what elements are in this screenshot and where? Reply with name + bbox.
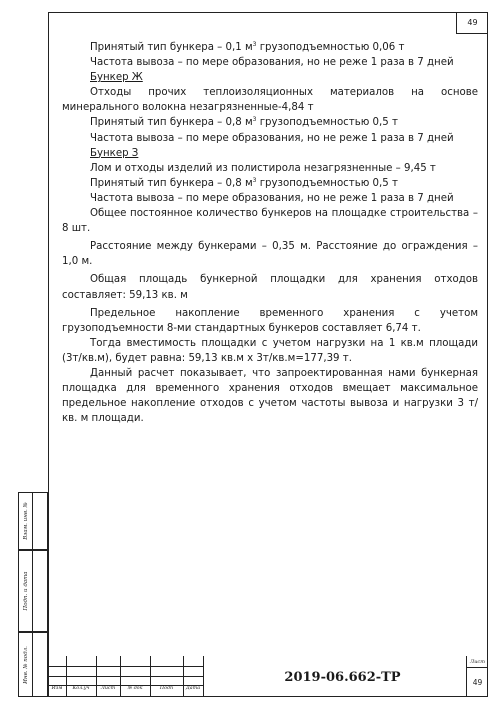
revision-grid	[48, 656, 203, 697]
paragraph: Отходы прочих теплоизоляционных материалов на основе минерального волокна незагрязненные-4,84 т	[62, 87, 478, 114]
hdr-ndoc: № док	[127, 686, 143, 691]
hdr-izm: Изм	[51, 686, 63, 691]
hdr-list: Лист	[100, 686, 116, 691]
paragraph: Принятый тип бункера – 0,8 $м^3$ грузоподъемностью 0,5 т	[90, 116, 398, 129]
paragraph: Частота вывоза – по мере образования, но не реже 1 раза в 7 дней	[90, 132, 454, 144]
section-heading: Бункер Ж	[90, 72, 143, 84]
page-number-top: 49	[456, 12, 488, 34]
left-margin-stamp	[18, 492, 48, 697]
paragraph: Принятый тип бункера – 0,1 $м^3$ грузоподъемностью 0,06 т	[90, 41, 405, 53]
sign-date-cell	[18, 550, 48, 632]
inv-dup-label: Взам. инв. №	[22, 502, 29, 540]
paragraph: Общая площадь бункерной площадки для хранения отходов составляет: 59,13 кв. м	[62, 274, 478, 301]
document-code-cell	[203, 656, 501, 697]
paragraph: Расстояние между бункерами – 0,35 м. Расстояние до ограждения – 1,0 м.	[62, 241, 478, 268]
paragraph: Данный расчет показывает, что запроектированная нами бункерная площадка для временного хранения отходов вмещает максимальное предельное накопление отходов с учетом частоты вывоза и нагрузки 3 т/кв. м площади.	[62, 367, 478, 425]
paragraph: Принятый тип бункера – 0,8 $м^3$ грузоподъемностью 0,5 т	[90, 176, 398, 189]
paragraph: Частота вывоза – по мере образования, но не реже 1 раза в 7 дней	[90, 57, 454, 69]
document-body	[62, 40, 478, 426]
document-code: 2019-06.662-ТР	[284, 670, 401, 685]
sheet-number: 49	[472, 678, 483, 687]
title-block	[48, 656, 488, 697]
inv-orig-cell	[18, 632, 48, 697]
section-heading: Бункер З	[90, 147, 139, 159]
hdr-data: Дата	[185, 686, 201, 691]
sheet-label: Лист	[467, 656, 488, 668]
paragraph: Лом и отходы изделий из полистирола незагрязненные – 9,45 т	[90, 162, 436, 174]
paragraph: Общее постоянное количество бункеров на площадке строительства – 8 шт.	[62, 208, 478, 235]
inv-dup-cell	[18, 492, 48, 550]
paragraph: Частота вывоза – по мере образования, но не реже 1 раза в 7 дней	[90, 192, 454, 204]
sheet-cell	[466, 656, 488, 697]
paragraph: Тогда вместимость площадки с учетом нагрузки на 1 кв.м площади (3т/кв.м), будет равна: 59,13 кв.м х 3т/кв.м=177,39 т.	[62, 337, 478, 364]
paragraph: Предельное накопление временного хранения с учетом грузоподъемности 8-ми стандартных бункеров составляет 6,74 т.	[62, 307, 478, 334]
hdr-podp: Подп	[159, 686, 174, 691]
hdr-koluch: Кол.уч	[72, 686, 90, 691]
inv-orig-label: Инв. № подл.	[22, 645, 29, 684]
sign-date-label: Подп. и дата	[22, 571, 29, 611]
